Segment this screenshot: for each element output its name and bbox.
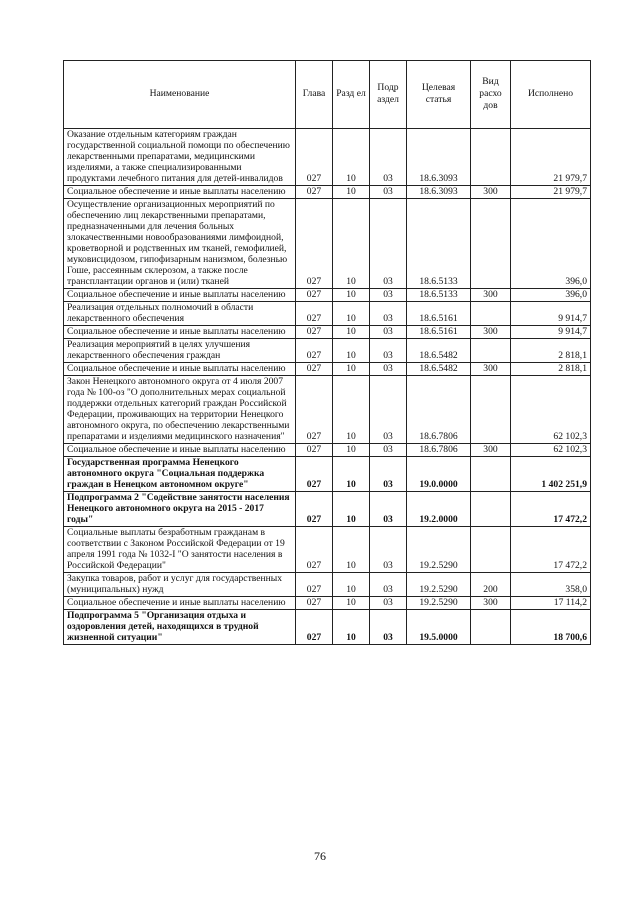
cell-section: 10 bbox=[333, 610, 370, 645]
table-row bbox=[64, 289, 591, 302]
cell-target: 18.6.5482 bbox=[407, 339, 471, 363]
cell-type: 300 bbox=[471, 363, 511, 376]
cell-name: Закон Ненецкого автономного округа от 4 июля 2007 года № 100-оз "О дополнительных мерах социальной поддержки отдельных категорий граждан Российской Федерации, проживающих на территории Ненецкого автономного округа, по обеспечению лекарственными препаратами и изделиями медицинского назначения" bbox=[64, 376, 296, 444]
cell-name: Подпрограмма 5 "Организация отдыха и оздоровления детей, находящихся в трудной жизненной ситуации" bbox=[64, 610, 296, 645]
cell-name: Социальное обеспечение и иные выплаты населению bbox=[64, 444, 296, 457]
cell-section: 10 bbox=[333, 302, 370, 326]
col-header-name: Наименование bbox=[64, 61, 296, 129]
cell-section: 10 bbox=[333, 326, 370, 339]
table-header-row bbox=[64, 61, 591, 129]
cell-type: 300 bbox=[471, 326, 511, 339]
cell-type bbox=[471, 199, 511, 289]
cell-name: Реализация отдельных полномочий в области лекарственного обеспечения bbox=[64, 302, 296, 326]
cell-section: 10 bbox=[333, 186, 370, 199]
cell-subsection: 03 bbox=[370, 376, 407, 444]
cell-type bbox=[471, 376, 511, 444]
cell-name: Оказание отдельным категориям граждан государственной социальной помощи по обеспечению лекарственными препаратами, медицинскими изделиями, а также специализированными продуктами лечебного питания для детей-инвалидов bbox=[64, 129, 296, 186]
page-number: 76 bbox=[314, 849, 326, 863]
table-row bbox=[64, 199, 591, 289]
cell-type: 200 bbox=[471, 573, 511, 597]
cell-executed: 18 700,6 bbox=[511, 610, 591, 645]
budget-table bbox=[63, 60, 591, 645]
cell-target: 18.6.5133 bbox=[407, 289, 471, 302]
cell-executed: 17 472,2 bbox=[511, 492, 591, 527]
cell-name: Социальное обеспечение и иные выплаты населению bbox=[64, 289, 296, 302]
cell-target: 18.6.5161 bbox=[407, 302, 471, 326]
cell-target: 19.2.0000 bbox=[407, 492, 471, 527]
cell-chapter: 027 bbox=[296, 129, 333, 186]
cell-executed: 62 102,3 bbox=[511, 376, 591, 444]
table-row bbox=[64, 376, 591, 444]
cell-name: Закупка товаров, работ и услуг для государственных (муниципальных) нужд bbox=[64, 573, 296, 597]
table-row bbox=[64, 129, 591, 186]
cell-chapter: 027 bbox=[296, 597, 333, 610]
cell-type bbox=[471, 457, 511, 492]
cell-name: Социальные выплаты безработным гражданам в соответствии с Законом Российской Федерации от 19 апреля 1991 года № 1032-I "О занятости населения в Российской Федерации" bbox=[64, 527, 296, 573]
cell-executed: 17 472,2 bbox=[511, 527, 591, 573]
cell-chapter: 027 bbox=[296, 363, 333, 376]
cell-executed: 21 979,7 bbox=[511, 129, 591, 186]
table-row bbox=[64, 610, 591, 645]
cell-chapter: 027 bbox=[296, 302, 333, 326]
cell-target: 19.2.5290 bbox=[407, 573, 471, 597]
cell-section: 10 bbox=[333, 363, 370, 376]
cell-subsection: 03 bbox=[370, 302, 407, 326]
cell-subsection: 03 bbox=[370, 457, 407, 492]
table-row bbox=[64, 492, 591, 527]
cell-subsection: 03 bbox=[370, 363, 407, 376]
cell-name: Социальное обеспечение и иные выплаты населению bbox=[64, 363, 296, 376]
cell-chapter: 027 bbox=[296, 199, 333, 289]
cell-section: 10 bbox=[333, 597, 370, 610]
cell-name: Осуществление организационных мероприятий по обеспечению лиц лекарственными препаратами, предназначенными для лечения больных злокачественными новообразованиями лимфоидной, кроветворной и родственных им тканей, гемофилией, муковисцидозом, гипофизарным нанизмом, болезнью Гоше, рассеянным склерозом, а также после трансплантации органов и (или) тканей bbox=[64, 199, 296, 289]
cell-subsection: 03 bbox=[370, 444, 407, 457]
cell-name: Государственная программа Ненецкого автономного округа "Социальная поддержка граждан в Ненецком автономном округе" bbox=[64, 457, 296, 492]
cell-subsection: 03 bbox=[370, 573, 407, 597]
table-row bbox=[64, 444, 591, 457]
cell-target: 18.6.5161 bbox=[407, 326, 471, 339]
cell-name: Подпрограмма 2 "Содействие занятости населения Ненецкого автономного округа на 2015 - 2017 годы" bbox=[64, 492, 296, 527]
cell-chapter: 027 bbox=[296, 326, 333, 339]
table-row bbox=[64, 573, 591, 597]
cell-target: 18.6.7806 bbox=[407, 444, 471, 457]
cell-chapter: 027 bbox=[296, 492, 333, 527]
table-row bbox=[64, 302, 591, 326]
cell-type: 300 bbox=[471, 597, 511, 610]
cell-section: 10 bbox=[333, 444, 370, 457]
cell-chapter: 027 bbox=[296, 457, 333, 492]
cell-chapter: 027 bbox=[296, 444, 333, 457]
cell-target: 19.0.0000 bbox=[407, 457, 471, 492]
cell-target: 18.6.3093 bbox=[407, 129, 471, 186]
cell-type bbox=[471, 492, 511, 527]
cell-target: 19.5.0000 bbox=[407, 610, 471, 645]
cell-section: 10 bbox=[333, 492, 370, 527]
cell-type bbox=[471, 129, 511, 186]
cell-type bbox=[471, 610, 511, 645]
cell-chapter: 027 bbox=[296, 610, 333, 645]
cell-executed: 62 102,3 bbox=[511, 444, 591, 457]
table-row bbox=[64, 597, 591, 610]
col-header-section: Разд ел bbox=[333, 61, 370, 129]
cell-subsection: 03 bbox=[370, 339, 407, 363]
cell-section: 10 bbox=[333, 289, 370, 302]
cell-section: 10 bbox=[333, 457, 370, 492]
table-row bbox=[64, 326, 591, 339]
table-row bbox=[64, 339, 591, 363]
cell-subsection: 03 bbox=[370, 289, 407, 302]
cell-target: 18.6.5133 bbox=[407, 199, 471, 289]
cell-executed: 358,0 bbox=[511, 573, 591, 597]
cell-section: 10 bbox=[333, 129, 370, 186]
cell-subsection: 03 bbox=[370, 129, 407, 186]
cell-executed: 1 402 251,9 bbox=[511, 457, 591, 492]
cell-chapter: 027 bbox=[296, 573, 333, 597]
table-row bbox=[64, 363, 591, 376]
cell-type bbox=[471, 527, 511, 573]
cell-target: 19.2.5290 bbox=[407, 527, 471, 573]
cell-executed: 17 114,2 bbox=[511, 597, 591, 610]
cell-subsection: 03 bbox=[370, 326, 407, 339]
cell-type: 300 bbox=[471, 444, 511, 457]
cell-target: 19.2.5290 bbox=[407, 597, 471, 610]
col-header-subsection: Подр аздел bbox=[370, 61, 407, 129]
cell-executed: 396,0 bbox=[511, 199, 591, 289]
cell-executed: 9 914,7 bbox=[511, 302, 591, 326]
cell-subsection: 03 bbox=[370, 597, 407, 610]
cell-target: 18.6.7806 bbox=[407, 376, 471, 444]
cell-type bbox=[471, 339, 511, 363]
table-row bbox=[64, 186, 591, 199]
cell-target: 18.6.3093 bbox=[407, 186, 471, 199]
cell-chapter: 027 bbox=[296, 289, 333, 302]
col-header-target: Целевая статья bbox=[407, 61, 471, 129]
cell-executed: 9 914,7 bbox=[511, 326, 591, 339]
cell-subsection: 03 bbox=[370, 492, 407, 527]
cell-section: 10 bbox=[333, 573, 370, 597]
cell-executed: 21 979,7 bbox=[511, 186, 591, 199]
cell-section: 10 bbox=[333, 199, 370, 289]
cell-type bbox=[471, 302, 511, 326]
cell-name: Социальное обеспечение и иные выплаты населению bbox=[64, 597, 296, 610]
cell-type: 300 bbox=[471, 186, 511, 199]
cell-name: Социальное обеспечение и иные выплаты населению bbox=[64, 326, 296, 339]
cell-chapter: 027 bbox=[296, 186, 333, 199]
cell-chapter: 027 bbox=[296, 376, 333, 444]
cell-section: 10 bbox=[333, 527, 370, 573]
cell-name: Социальное обеспечение и иные выплаты населению bbox=[64, 186, 296, 199]
cell-subsection: 03 bbox=[370, 610, 407, 645]
col-header-executed: Исполнено bbox=[511, 61, 591, 129]
col-header-type: Вид расхо дов bbox=[471, 61, 511, 129]
cell-type: 300 bbox=[471, 289, 511, 302]
cell-name: Реализация мероприятий в целях улучшения лекарственного обеспечения граждан bbox=[64, 339, 296, 363]
table-row bbox=[64, 457, 591, 492]
cell-chapter: 027 bbox=[296, 527, 333, 573]
cell-subsection: 03 bbox=[370, 527, 407, 573]
cell-chapter: 027 bbox=[296, 339, 333, 363]
cell-subsection: 03 bbox=[370, 199, 407, 289]
cell-executed: 2 818,1 bbox=[511, 339, 591, 363]
cell-section: 10 bbox=[333, 339, 370, 363]
cell-executed: 396,0 bbox=[511, 289, 591, 302]
col-header-chapter: Глава bbox=[296, 61, 333, 129]
cell-executed: 2 818,1 bbox=[511, 363, 591, 376]
cell-subsection: 03 bbox=[370, 186, 407, 199]
cell-target: 18.6.5482 bbox=[407, 363, 471, 376]
cell-section: 10 bbox=[333, 376, 370, 444]
table-row bbox=[64, 527, 591, 573]
